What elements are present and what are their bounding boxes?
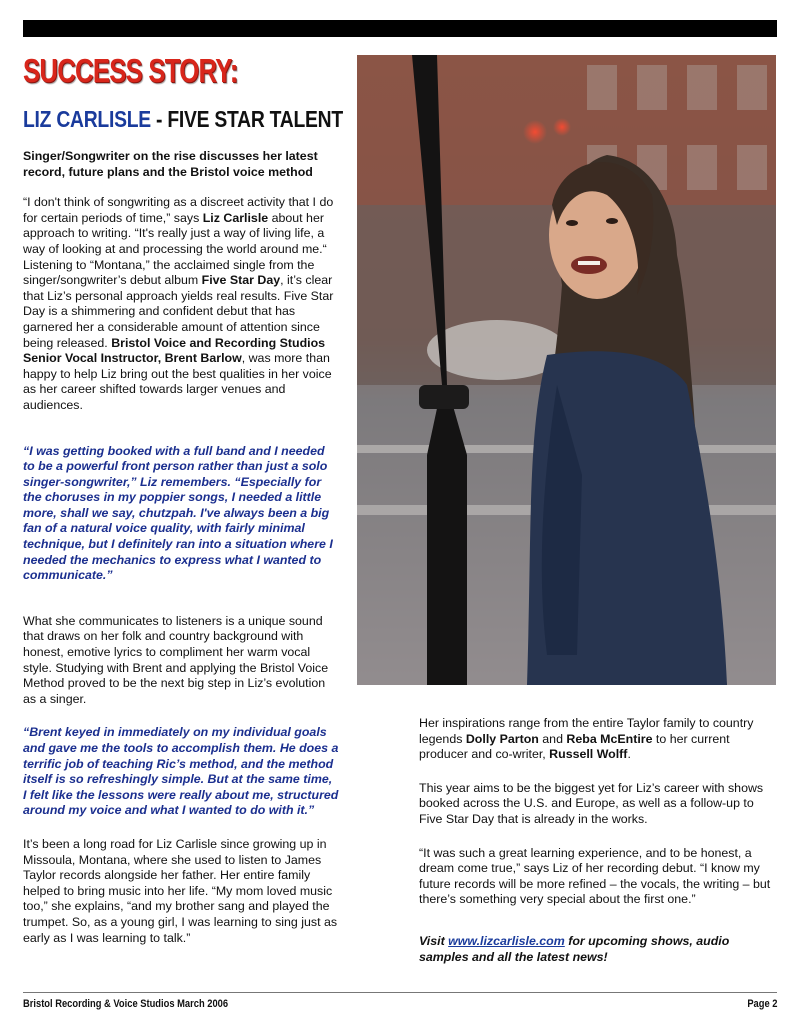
footer-divider xyxy=(23,992,777,993)
p4-bold: Russell Wolff xyxy=(549,747,628,762)
paragraph-inspirations xyxy=(419,716,777,763)
footer-publication: Bristol Recording & Voice Studios March 2006 xyxy=(23,998,229,1010)
pull-quote-2: “Brent keyed in immediately on my individual goals and gave me the tools to accomplish them. He does a terrific job of teaching Ric’s method, and the method itself is so refreshingly simple. But at the same time, I felt like the lessons were really about me, structured around my voice and what I wanted to do with it.” xyxy=(23,725,339,818)
headline-rest: - FIVE STAR TALENT xyxy=(150,106,343,132)
paragraph-sound: What she communicates to listeners is a unique sound that draws on her folk and country background with honest, emotive lyrics to compliment her warm vocal style. Studying with Brent and applying the Bristol Voice Method proved to be the next big step in Liz’s evolution as a singer. xyxy=(23,613,329,706)
p1-bold: Liz Carlisle xyxy=(202,210,269,225)
article-deck: Singer/Songwriter on the rise discusses her latest record, future plans and the Bristol voice method xyxy=(23,149,318,179)
p1-text: , it’s clear that Liz’s personal approach yields real results. Five Star Day is a shimmering and confident debut that has garnered her a considerable amount of attention since being released. xyxy=(23,273,334,350)
paragraph-debut-quote: “It was such a great learning experience, and to be honest, a dream come true,” says Liz of her recording debut. “I know my future records will be more refined – the vocals, the writing – but there’s something very special about the first one.” xyxy=(419,845,771,907)
website-link[interactable]: www.lizcarlisle.com xyxy=(448,933,565,948)
paragraph-intro xyxy=(23,195,339,413)
visit-prefix: Visit xyxy=(419,933,449,948)
p1-text: about her approach to writing. “It's really just a way of living life, a way of looking at and processing the world around me.“ Listening to “Montana,” the acclaimed single from the singer/songwriter’s debut album xyxy=(23,210,327,288)
pull-quote-1: “I was getting booked with a full band and I needed to be a powerful front person rather than just a solo singer-songwriter,” Liz remembers. “Especially for the choruses in my poppier songs, I needed a little more, shall we say, chutzpah. I've always been a big fan of a natural voice quality, with fairly minimal technique, but I definitely ran into a situation where I needed the mechanics to express what I wanted to communicate.” xyxy=(23,443,333,583)
p4-text: Her inspirations range from the entire Taylor family to country legends xyxy=(419,716,754,746)
top-black-bar xyxy=(23,20,777,37)
article-headline xyxy=(23,106,343,133)
p1-text: “I don't think of songwriting as a discreet activity that I do for certain periods of time,” says xyxy=(23,195,334,225)
p4-text: . xyxy=(627,747,631,762)
p4-bold: Dolly Parton xyxy=(465,731,539,746)
p4-text: to her current producer and co-writer, xyxy=(419,731,730,762)
paragraph-background: It’s been a long road for Liz Carlisle since growing up in Missoula, Montana, where she used to listen to James Taylor records alongside her father. Her entire family helped to bring music into her life. “My mom loved music too,” she explains, “and my brother sang and played the trumpet. So, as a young girl, I was learning to sing just as early as I was learning to talk.” xyxy=(23,836,338,945)
left-column xyxy=(23,149,339,946)
footer-page-number: Page 2 xyxy=(746,998,777,1010)
visit-suffix: for upcoming shows, audio samples and all the latest news! xyxy=(419,933,730,964)
p4-text: and xyxy=(538,731,567,746)
right-column xyxy=(419,716,777,965)
p1-text: , was more than happy to help Liz bring out the best qualities in her voice as her career shifted towards larger venues and audiences. xyxy=(23,351,332,412)
visit-callout xyxy=(419,934,777,965)
p1-bold: Bristol Voice and Recording Studios Senior Vocal Instructor, Brent Barlow xyxy=(23,335,326,366)
street-portrait-image xyxy=(357,55,776,685)
p1-bold: Five Star Day xyxy=(201,273,281,288)
p4-bold: Reba McEntire xyxy=(566,731,653,746)
headline-name: LIZ CARLISLE xyxy=(23,106,151,132)
section-kicker: SUCCESS STORY: xyxy=(23,52,238,89)
artist-photo xyxy=(357,55,776,685)
paragraph-plans: This year aims to be the biggest yet for Liz’s career with shows booked across the U.S. and Europe, as well as a follow-up to Five Star Day that is already in the works. xyxy=(419,780,764,826)
